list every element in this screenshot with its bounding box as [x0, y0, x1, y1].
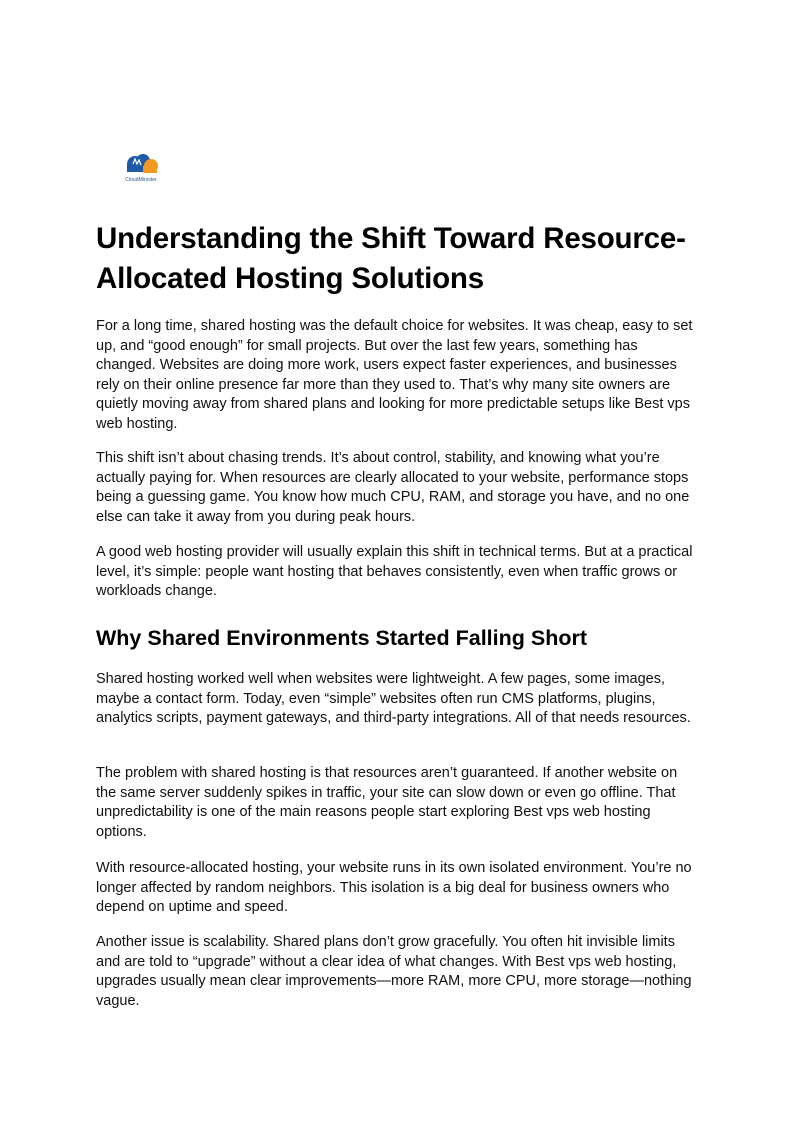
section-paragraph-3: With resource-allocated hosting, your website runs in its own isolated environment. You’re no longer affected by random neighbors. This isolation is a big deal for business owners who depend on uptime and speed.	[96, 860, 692, 915]
section-paragraph-4: Another issue is scalability. Shared plans don’t grow gracefully. You often hit invisible limits and are told to “upgrade” without a clear idea of what changes. With Best vps web hosting, upgrades usually mean clear improvements—more RAM, more CPU, more storage—nothing vague.	[96, 934, 692, 1009]
logo-text: CloudMinister	[125, 177, 157, 183]
intro-paragraph-2: This shift isn’t about chasing trends. It’s about control, stability, and knowing what you’re actually paying for. When resources are clearly allocated to your website, performance stops being a guessing game. You know how much CPU, RAM, and storage you have, and no one else can take it away from you during peak hours.	[96, 450, 690, 525]
page-title: Understanding the Shift Toward Resource-Allocated Hosting Solutions	[96, 222, 686, 295]
section-paragraph-1: Shared hosting worked well when websites were lightweight. A few pages, some images, maybe a contact form. Today, even “simple” websites often run CMS platforms, plugins, analytics scripts, payment gateways, and third-party integrations. All of that needs resources.	[96, 671, 691, 726]
intro-paragraph-1: For a long time, shared hosting was the default choice for websites. It was cheap, easy to set up, and “good enough” for small projects. But over the last few years, something has changed. Websites are doing more work, users expect faster experiences, and businesses rely on their online presence far more than they used to. That’s why many site owners are quietly moving away from shared plans and looking for more predictable setups like Best vps web hosting.	[96, 318, 693, 432]
intro-paragraph-3: A good web hosting provider will usually explain this shift in technical terms. But at a practical level, it’s simple: people want hosting that behaves consistently, even when traffic grows or workloads change.	[96, 544, 693, 599]
cloud-logo-icon	[117, 152, 165, 178]
section-paragraph-2: The problem with shared hosting is that resources aren’t guaranteed. If another website on the same server suddenly spikes in traffic, your site can slow down or even go offline. That unpredictability is one of the main reasons people start exploring Best vps web hosting options.	[96, 765, 678, 840]
company-logo	[117, 152, 165, 186]
section-heading: Why Shared Environments Started Falling Short	[96, 626, 587, 650]
